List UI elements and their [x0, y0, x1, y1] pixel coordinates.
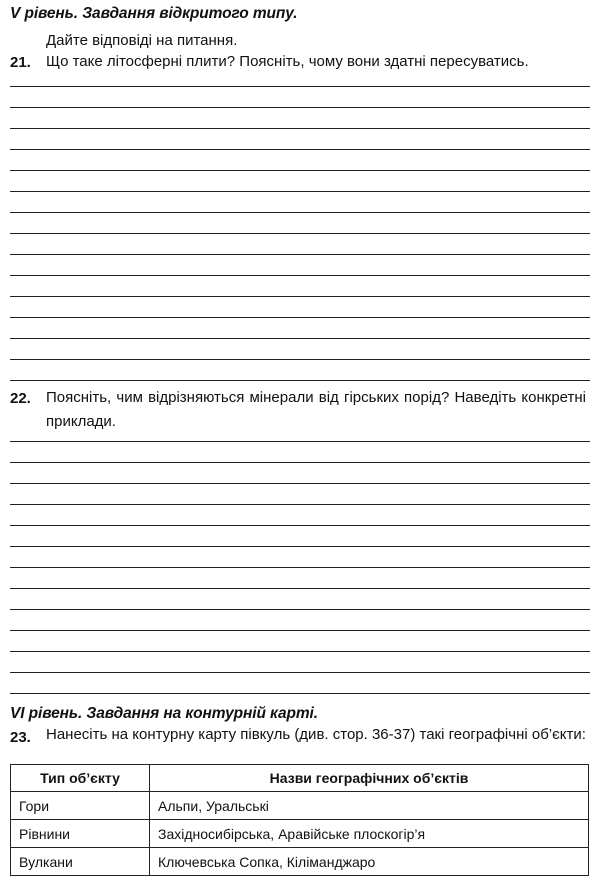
- object-type-cell: Рівнини: [11, 820, 150, 848]
- table-header-row: [11, 765, 589, 792]
- answer-line[interactable]: [10, 107, 590, 108]
- table-row: [11, 848, 589, 876]
- task-21-number: 21.: [10, 54, 31, 71]
- answer-line[interactable]: [10, 504, 590, 505]
- object-names-cell: Західносибірська, Аравійське плоскогір’я: [150, 820, 589, 848]
- task-23-number: 23.: [10, 729, 31, 746]
- answer-line[interactable]: [10, 609, 590, 610]
- answer-line[interactable]: [10, 359, 590, 360]
- column-header-object-names: Назви географічних об’єктів: [150, 765, 589, 792]
- answer-line[interactable]: [10, 191, 590, 192]
- answer-line[interactable]: [10, 483, 590, 484]
- answer-line[interactable]: [10, 338, 590, 339]
- task-21-question: Що таке літосферні плити? Поясніть, чому вони здатні пересуватись.: [46, 53, 529, 70]
- geographic-objects-table: [10, 764, 589, 876]
- answer-line[interactable]: [10, 630, 590, 631]
- answer-line[interactable]: [10, 149, 590, 150]
- answer-line[interactable]: [10, 275, 590, 276]
- answer-line[interactable]: [10, 296, 590, 297]
- column-header-object-type: Тип об’єкту: [11, 765, 150, 792]
- answer-line[interactable]: [10, 212, 590, 213]
- answer-line[interactable]: [10, 380, 590, 381]
- table-row: [11, 792, 589, 820]
- answer-line[interactable]: [10, 170, 590, 171]
- answer-line[interactable]: [10, 462, 590, 463]
- object-names-cell: Ключевська Сопка, Кіліманджаро: [150, 848, 589, 876]
- answer-line[interactable]: [10, 672, 590, 673]
- answer-line[interactable]: [10, 525, 590, 526]
- level-6-heading: VI рівень. Завдання на контурній карті.: [10, 705, 318, 722]
- level-5-heading: V рівень. Завдання відкритого типу.: [10, 5, 298, 22]
- object-type-cell: Гори: [11, 792, 150, 820]
- task-23-question: Нанесіть на контурну карту півкуль (див. стор. 36-37) такі географічні об’єкти:: [46, 726, 586, 743]
- answer-line[interactable]: [10, 651, 590, 652]
- object-type-cell: Вулкани: [11, 848, 150, 876]
- answer-line[interactable]: [10, 567, 590, 568]
- answer-line[interactable]: [10, 546, 590, 547]
- answer-line[interactable]: [10, 441, 590, 442]
- answer-line[interactable]: [10, 693, 590, 694]
- answer-line[interactable]: [10, 86, 590, 87]
- table-row: [11, 820, 589, 848]
- answer-line[interactable]: [10, 128, 590, 129]
- task-22-number: 22.: [10, 390, 31, 407]
- object-names-cell: Альпи, Уральські: [150, 792, 589, 820]
- answer-line[interactable]: [10, 317, 590, 318]
- level-5-instruction: Дайте відповіді на питання.: [46, 32, 238, 49]
- answer-line[interactable]: [10, 588, 590, 589]
- answer-line[interactable]: [10, 254, 590, 255]
- answer-line[interactable]: [10, 233, 590, 234]
- task-22-question: Поясніть, чим відрізняються мінерали від гірських порід? Наведіть конкретні приклади.: [46, 389, 586, 430]
